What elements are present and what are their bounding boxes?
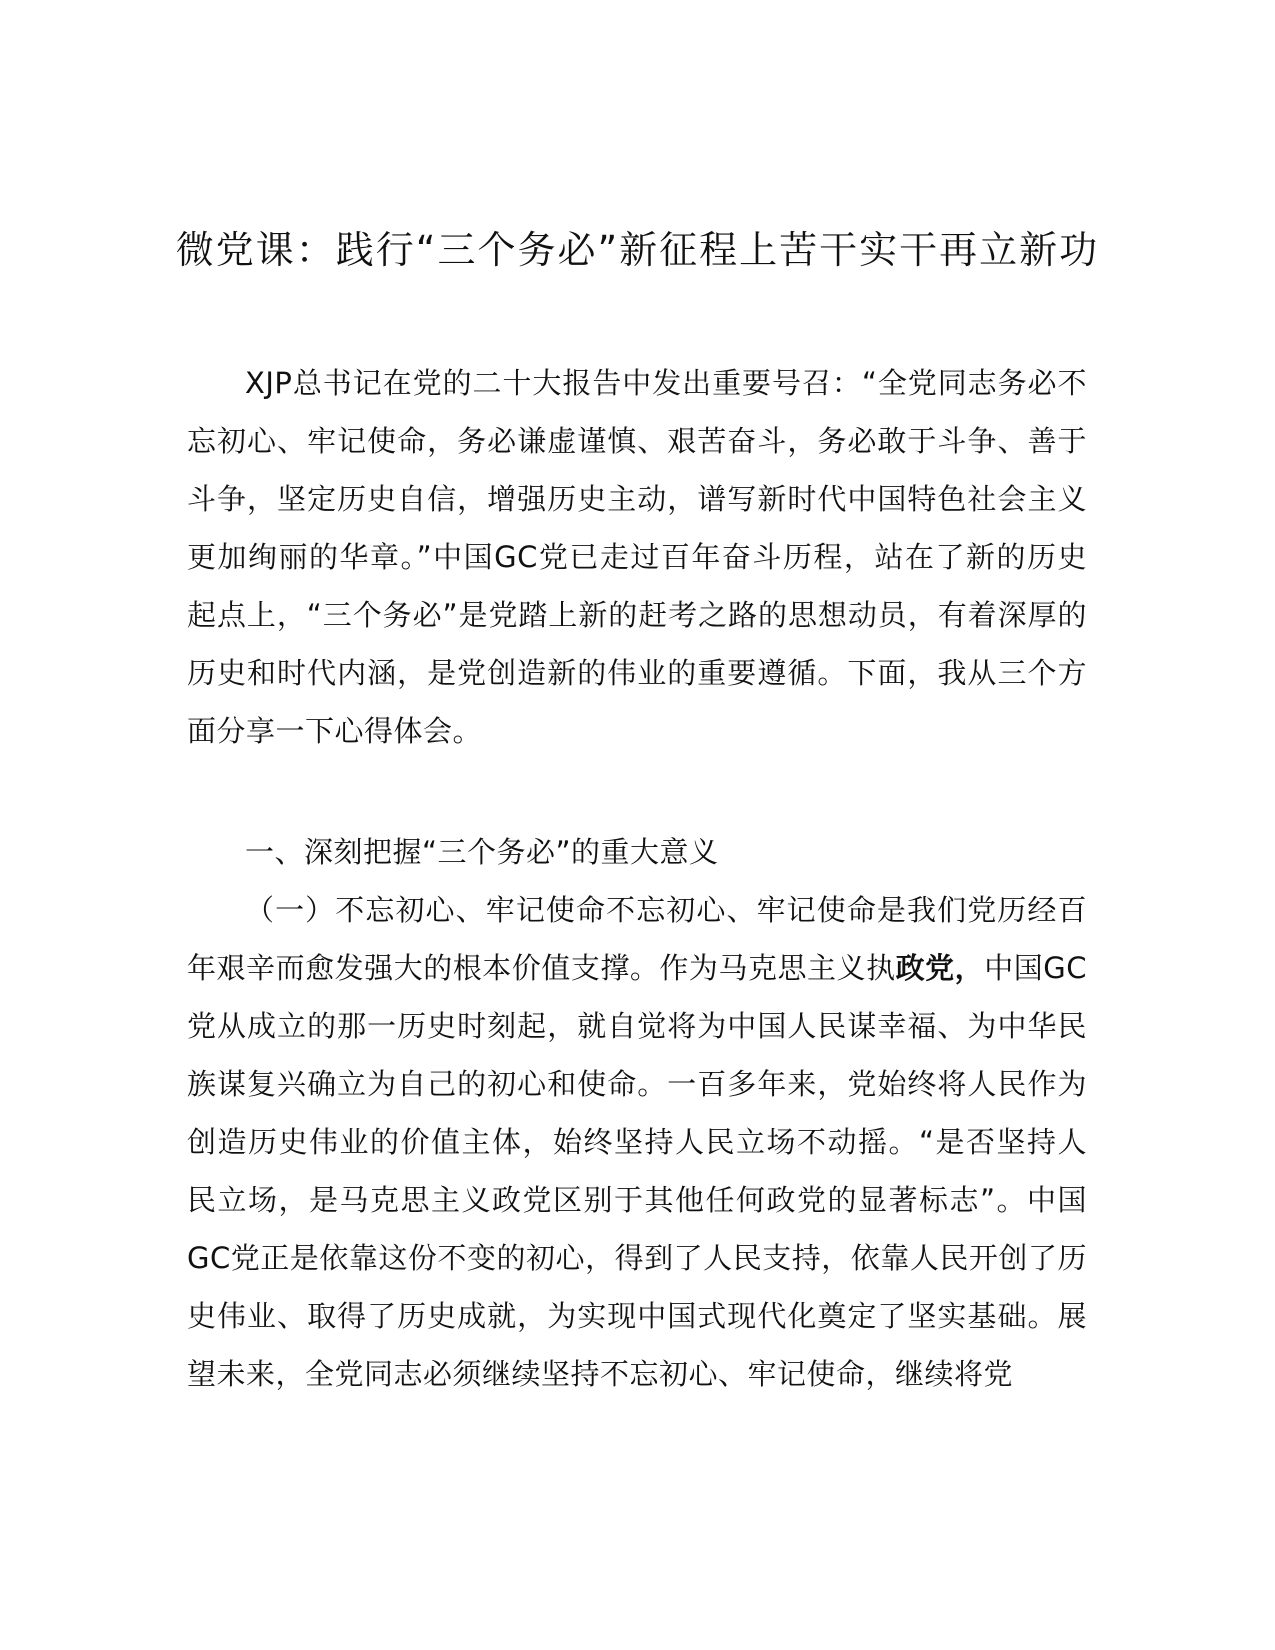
subsection-intro-text: （一）不忘初心、牢记使命不忘初心、牢记使命是我们党历经百年艰辛而愈发强大的根本价值支撑。作为马克思主义执: [187, 893, 1087, 985]
intro-paragraph: XJP总书记在党的二十大报告中发出重要号召：“全党同志务必不忘初心、牢记使命，务必谦虚谨慎、艰苦奋斗，务必敢于斗争、善于斗争，坚定历史自信，增强历史主动，谱写新时代中国特色社会主义更加绚丽的华章。”中国GC党已走过百年奋斗历程，站在了新的历史起点上，“三个务必”是党踏上新的赶考之路的思想动员，有着深厚的历史和时代内涵，是党创造新的伟业的重要遵循。下面，我从三个方面分享一下心得体会。: [187, 366, 1087, 748]
document-title: 微党课：践行“三个务必”新征程上苦干实干再立新功: [175, 228, 1100, 272]
subsection-rest-text: 中国GC党从成立的那一历史时刻起，就自觉将为中国人民谋幸福、为中华民族谋复兴确立为自己的初心和使命。一百多年来，党始终将人民作为创造历史伟业的价值主体，始终坚持人民立场不动摇。“是否坚持人民立场，是马克思主义政党区别于其他任何政党的显著标志”。中国GC党正是依靠这份不变的初心，得到了人民支持，依靠人民开创了历史伟业、取得了历史成就，为实现中国式现代化奠定了坚实基础。展望未来，全党同志必须继续坚持不忘初心、牢记使命，继续将党: [187, 951, 1087, 1391]
subsection-paragraph: [187, 881, 1087, 1403]
subsection-bold-text: 政党，: [895, 951, 985, 985]
section-heading: 一、深刻把握“三个务必”的重大意义: [245, 835, 719, 869]
